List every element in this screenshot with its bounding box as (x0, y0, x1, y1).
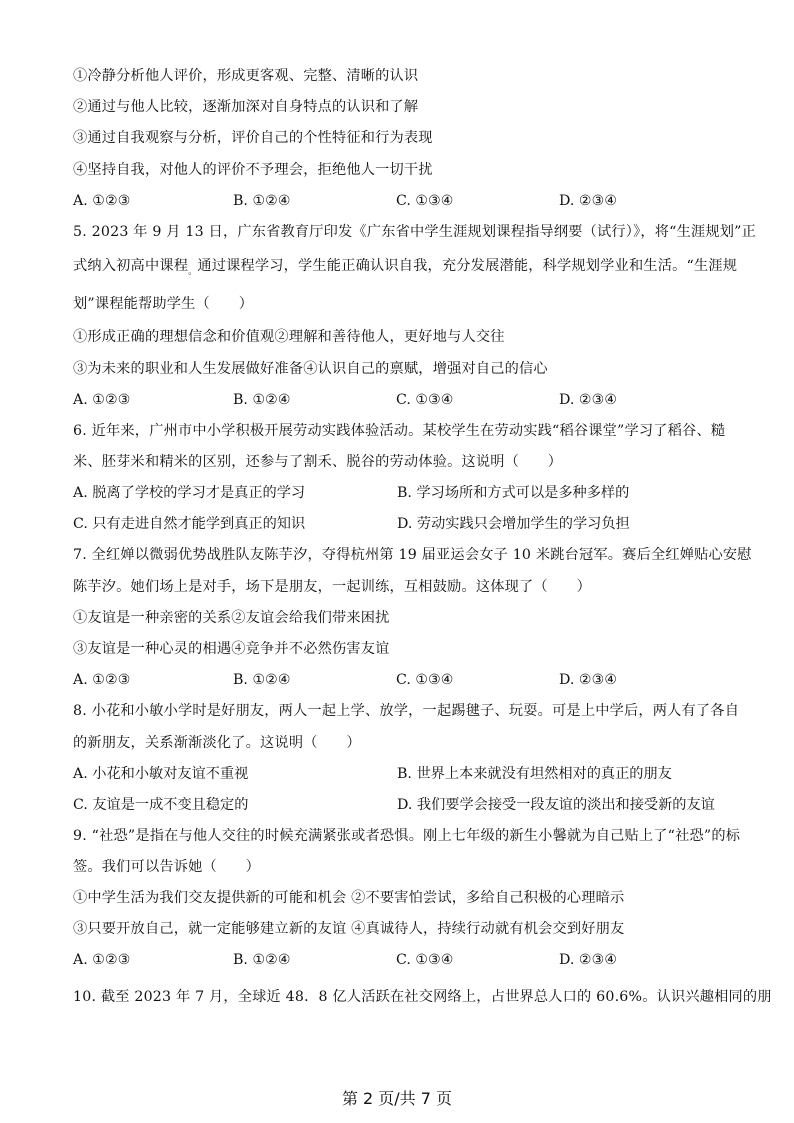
q9-option-a: A. ①②③ (73, 952, 131, 968)
q5-option-b: B. ①②④ (233, 392, 291, 408)
q6-option-c: C. 只有走进自然才能学到真正的知识 (73, 516, 306, 532)
q9-option-b: B. ①②④ (233, 952, 291, 968)
q4-item-1: ①冷静分析他人评价，形成更客观、完整、清晰的认识 (73, 68, 419, 84)
q8-option-c: C. 友谊是一成不变且稳定的 (73, 797, 249, 813)
q4-option-b: B. ①②④ (233, 193, 291, 209)
q9-stem-line-1: 9. “社恐”是指在与他人交往的时候充满紧张或者恐惧。刚上七年级的新生小馨就为自己贴上了“社恐”的标 (73, 828, 741, 844)
q7-option-b: B. ①②④ (233, 672, 291, 688)
q9-option-c: C. ①③④ (396, 952, 454, 968)
q6-option-d: D. 劳动实践只会增加学生的学习负担 (397, 516, 630, 532)
q5-option-c: C. ①③④ (396, 392, 454, 408)
q6-option-b: B. 学习场所和方式可以是多种多样的 (397, 485, 630, 501)
q5-stem-line-2 (73, 256, 738, 282)
q5-item-2: ③为未来的职业和人生发展做好准备④认识自己的禀赋，增强对自己的信心 (73, 361, 548, 377)
q7-item-2: ③友谊是一种心灵的相遇④竞争并不必然伤害友谊 (73, 641, 390, 657)
q4-item-3: ③通过自我观察与分析，评价自己的个性特征和行为表现 (73, 130, 433, 146)
q6-stem-line-2: 米、胚芽米和精米的区别，还参与了割禾、脱谷的劳动体验。这说明（ ） (73, 454, 563, 470)
q5-option-d: D. ②③④ (559, 392, 618, 408)
q7-stem-line-2: 陈芋汐。她们场上是对手，场下是朋友，一起训练，互相鼓励。这体现了（ ） (73, 579, 591, 595)
q6-stem-line-1: 6. 近年来，广州市中小学积极开展劳动实践体验活动。某校学生在劳动实践“稻谷课堂”学习了稻谷、糙 (73, 423, 726, 439)
q9-item-1: ①中学生活为我们交友提供新的可能和机会 ②不要害怕尝试，多给自己积极的心理暗示 (73, 890, 625, 906)
q8-stem-line-1: 8. 小花和小敏小学时是好朋友，两人一起上学、放学，一起踢毽子、玩耍。可是上中学后，两人有了各自 (73, 703, 740, 719)
q7-option-a: A. ①②③ (73, 672, 131, 688)
q8-stem-line-2: 的新朋友，关系渐渐淡化了。这说明（ ） (73, 735, 361, 751)
q5-stem-line-3: 划”课程能帮助学生（ ） (73, 296, 254, 312)
q7-option-c: C. ①③④ (396, 672, 454, 688)
q4-option-a: A. ①②③ (73, 193, 131, 209)
q5-option-a: A. ①②③ (73, 392, 131, 408)
page-footer: 第 2 页/共 7 页 (341, 1089, 453, 1108)
q5-stem-line-2a: 式纳入初高中课程 (73, 258, 189, 274)
q4-option-d: D. ②③④ (559, 193, 618, 209)
q9-stem-line-2: 签。我们可以告诉她（ ） (73, 859, 261, 875)
q8-option-a: A. 小花和小敏对友谊不重视 (73, 766, 249, 782)
q4-item-4: ④坚持自我，对他人的评价不予理会，拒绝他人一切干扰 (73, 162, 433, 178)
q6-option-a: A. 脱离了学校的学习才是真正的学习 (73, 485, 306, 501)
q8-option-b: B. 世界上本来就没有坦然相对的真正的朋友 (397, 766, 672, 782)
q5-stem-dot: 。 (188, 267, 198, 277)
q4-item-2: ②通过与他人比较，逐渐加深对自身特点的认识和了解 (73, 99, 419, 115)
q10-stem-line-1: 10. 截至 2023 年 7 月，全球近 48．8 亿人活跃在社交网络上，占世界总人口的 60.6%。认识兴趣相同的朋 (73, 989, 772, 1005)
q9-item-2: ③只要开放自己，就一定能够建立新的友谊 ④真诚待人，持续行动就有机会交到好朋友 (73, 921, 625, 937)
q9-option-d: D. ②③④ (559, 952, 618, 968)
q7-stem-line-1: 7. 全红婵以微弱优势战胜队友陈芋汐，夺得杭州第 19 届亚运会女子 10 米跳台冠军。赛后全红婵贴心安慰 (73, 547, 752, 563)
q8-option-d: D. 我们要学会接受一段友谊的淡出和接受新的友谊 (397, 797, 715, 813)
q5-stem-line-2b: 通过课程学习，学生能正确认识自我，充分发展潜能，科学规划学业和生活。“生涯规 (197, 258, 738, 274)
q4-option-c: C. ①③④ (396, 193, 454, 209)
q5-stem-line-1: 5. 2023 年 9 月 13 日，广东省教育厅印发《广东省中学生涯规划课程指导纲要（试行）》，将“生涯规划”正 (73, 224, 756, 240)
q5-item-1: ①形成正确的理想信念和价值观②理解和善待他人，更好地与人交往 (73, 329, 505, 345)
q7-item-1: ①友谊是一种亲密的关系②友谊会给我们带来困扰 (73, 610, 390, 626)
q7-option-d: D. ②③④ (559, 672, 618, 688)
